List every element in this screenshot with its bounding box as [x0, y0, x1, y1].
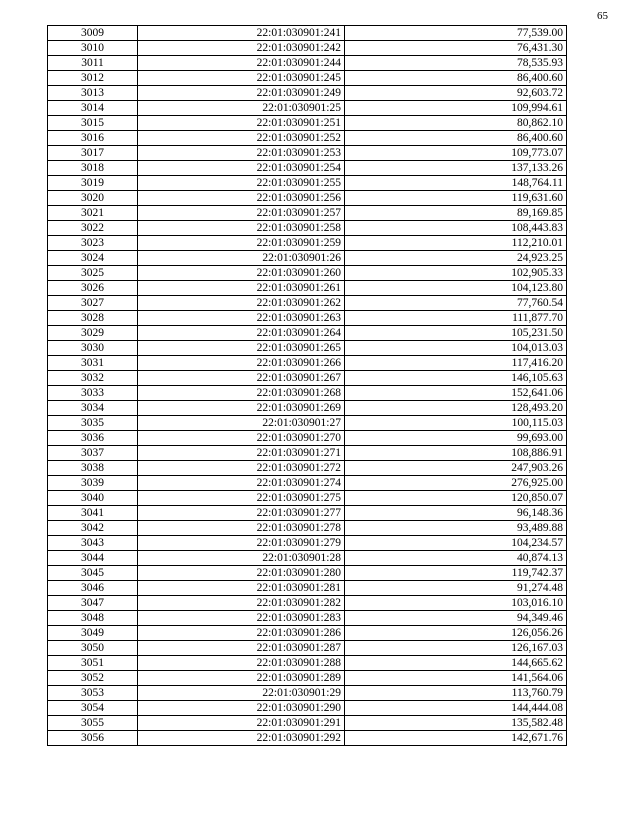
cadastral-number-cell: 22:01:030901:242	[138, 41, 345, 56]
value-cell: 128,493.20	[345, 401, 567, 416]
row-number-cell: 3051	[48, 656, 138, 671]
table-row	[48, 731, 567, 746]
row-number-cell: 3015	[48, 116, 138, 131]
row-number-cell: 3019	[48, 176, 138, 191]
cadastral-number-cell: 22:01:030901:264	[138, 326, 345, 341]
cadastral-number-cell: 22:01:030901:26	[138, 251, 345, 266]
row-number-cell: 3022	[48, 221, 138, 236]
cadastral-number-cell: 22:01:030901:281	[138, 581, 345, 596]
table-row	[48, 566, 567, 581]
row-number-cell: 3024	[48, 251, 138, 266]
value-cell: 126,056.26	[345, 626, 567, 641]
row-number-cell: 3012	[48, 71, 138, 86]
data-table	[47, 25, 567, 746]
row-number-cell: 3045	[48, 566, 138, 581]
value-cell: 152,641.06	[345, 386, 567, 401]
cadastral-number-cell: 22:01:030901:253	[138, 146, 345, 161]
cadastral-number-cell: 22:01:030901:283	[138, 611, 345, 626]
value-cell: 119,742.37	[345, 566, 567, 581]
row-number-cell: 3043	[48, 536, 138, 551]
table-row	[48, 686, 567, 701]
row-number-cell: 3049	[48, 626, 138, 641]
value-cell: 89,169.85	[345, 206, 567, 221]
row-number-cell: 3052	[48, 671, 138, 686]
table-row	[48, 161, 567, 176]
cadastral-number-cell: 22:01:030901:255	[138, 176, 345, 191]
cadastral-number-cell: 22:01:030901:251	[138, 116, 345, 131]
table-row	[48, 446, 567, 461]
row-number-cell: 3041	[48, 506, 138, 521]
value-cell: 144,665.62	[345, 656, 567, 671]
value-cell: 148,764.11	[345, 176, 567, 191]
row-number-cell: 3033	[48, 386, 138, 401]
row-number-cell: 3027	[48, 296, 138, 311]
row-number-cell: 3037	[48, 446, 138, 461]
value-cell: 96,148.36	[345, 506, 567, 521]
table-row	[48, 476, 567, 491]
cadastral-number-cell: 22:01:030901:275	[138, 491, 345, 506]
value-cell: 108,886.91	[345, 446, 567, 461]
row-number-cell: 3046	[48, 581, 138, 596]
value-cell: 102,905.33	[345, 266, 567, 281]
value-cell: 103,016.10	[345, 596, 567, 611]
value-cell: 113,760.79	[345, 686, 567, 701]
table-row	[48, 536, 567, 551]
table-row	[48, 626, 567, 641]
value-cell: 117,416.20	[345, 356, 567, 371]
table-row	[48, 551, 567, 566]
table-row	[48, 251, 567, 266]
table-row	[48, 101, 567, 116]
table-row	[48, 146, 567, 161]
table-row	[48, 461, 567, 476]
value-cell: 40,874.13	[345, 551, 567, 566]
row-number-cell: 3018	[48, 161, 138, 176]
value-cell: 112,210.01	[345, 236, 567, 251]
row-number-cell: 3044	[48, 551, 138, 566]
value-cell: 109,994.61	[345, 101, 567, 116]
cadastral-number-cell: 22:01:030901:262	[138, 296, 345, 311]
table-row	[48, 281, 567, 296]
table-row	[48, 311, 567, 326]
value-cell: 108,443.83	[345, 221, 567, 236]
row-number-cell: 3036	[48, 431, 138, 446]
row-number-cell: 3017	[48, 146, 138, 161]
table-row	[48, 386, 567, 401]
value-cell: 109,773.07	[345, 146, 567, 161]
value-cell: 93,489.88	[345, 521, 567, 536]
cadastral-number-cell: 22:01:030901:260	[138, 266, 345, 281]
cadastral-number-cell: 22:01:030901:287	[138, 641, 345, 656]
cadastral-number-cell: 22:01:030901:252	[138, 131, 345, 146]
row-number-cell: 3016	[48, 131, 138, 146]
value-cell: 126,167.03	[345, 641, 567, 656]
value-cell: 141,564.06	[345, 671, 567, 686]
cadastral-number-cell: 22:01:030901:263	[138, 311, 345, 326]
row-number-cell: 3050	[48, 641, 138, 656]
cadastral-number-cell: 22:01:030901:268	[138, 386, 345, 401]
row-number-cell: 3009	[48, 26, 138, 41]
cadastral-number-cell: 22:01:030901:261	[138, 281, 345, 296]
value-cell: 24,923.25	[345, 251, 567, 266]
cadastral-number-cell: 22:01:030901:29	[138, 686, 345, 701]
row-number-cell: 3014	[48, 101, 138, 116]
row-number-cell: 3025	[48, 266, 138, 281]
table-body	[48, 26, 567, 746]
cadastral-number-cell: 22:01:030901:256	[138, 191, 345, 206]
table-row	[48, 176, 567, 191]
cadastral-number-cell: 22:01:030901:288	[138, 656, 345, 671]
cadastral-number-cell: 22:01:030901:245	[138, 71, 345, 86]
value-cell: 91,274.48	[345, 581, 567, 596]
table-row	[48, 611, 567, 626]
cadastral-number-cell: 22:01:030901:282	[138, 596, 345, 611]
cadastral-number-cell: 22:01:030901:265	[138, 341, 345, 356]
row-number-cell: 3054	[48, 701, 138, 716]
cadastral-number-cell: 22:01:030901:266	[138, 356, 345, 371]
value-cell: 276,925.00	[345, 476, 567, 491]
table-row	[48, 581, 567, 596]
value-cell: 247,903.26	[345, 461, 567, 476]
table-row	[48, 26, 567, 41]
cadastral-number-cell: 22:01:030901:286	[138, 626, 345, 641]
table-row	[48, 296, 567, 311]
row-number-cell: 3010	[48, 41, 138, 56]
value-cell: 104,123.80	[345, 281, 567, 296]
table-row	[48, 326, 567, 341]
cadastral-number-cell: 22:01:030901:258	[138, 221, 345, 236]
table-row	[48, 656, 567, 671]
cadastral-number-cell: 22:01:030901:272	[138, 461, 345, 476]
row-number-cell: 3039	[48, 476, 138, 491]
cadastral-number-cell: 22:01:030901:259	[138, 236, 345, 251]
table-row	[48, 131, 567, 146]
cadastral-number-cell: 22:01:030901:278	[138, 521, 345, 536]
table-row	[48, 221, 567, 236]
value-cell: 119,631.60	[345, 191, 567, 206]
value-cell: 78,535.93	[345, 56, 567, 71]
cadastral-number-cell: 22:01:030901:290	[138, 701, 345, 716]
table-row	[48, 191, 567, 206]
row-number-cell: 3035	[48, 416, 138, 431]
row-number-cell: 3030	[48, 341, 138, 356]
table-row	[48, 491, 567, 506]
cadastral-number-cell: 22:01:030901:241	[138, 26, 345, 41]
table-row	[48, 356, 567, 371]
row-number-cell: 3040	[48, 491, 138, 506]
cadastral-number-cell: 22:01:030901:289	[138, 671, 345, 686]
table-row	[48, 641, 567, 656]
row-number-cell: 3011	[48, 56, 138, 71]
cadastral-number-cell: 22:01:030901:27	[138, 416, 345, 431]
row-number-cell: 3034	[48, 401, 138, 416]
cadastral-number-cell: 22:01:030901:270	[138, 431, 345, 446]
cadastral-number-cell: 22:01:030901:274	[138, 476, 345, 491]
value-cell: 100,115.03	[345, 416, 567, 431]
cadastral-number-cell: 22:01:030901:292	[138, 731, 345, 746]
row-number-cell: 3023	[48, 236, 138, 251]
row-number-cell: 3056	[48, 731, 138, 746]
table-row	[48, 206, 567, 221]
table-row	[48, 596, 567, 611]
row-number-cell: 3031	[48, 356, 138, 371]
cadastral-number-cell: 22:01:030901:254	[138, 161, 345, 176]
row-number-cell: 3038	[48, 461, 138, 476]
value-cell: 135,582.48	[345, 716, 567, 731]
table-row	[48, 431, 567, 446]
row-number-cell: 3020	[48, 191, 138, 206]
row-number-cell: 3055	[48, 716, 138, 731]
table-row	[48, 266, 567, 281]
value-cell: 142,671.76	[345, 731, 567, 746]
cadastral-number-cell: 22:01:030901:279	[138, 536, 345, 551]
value-cell: 104,013.03	[345, 341, 567, 356]
value-cell: 146,105.63	[345, 371, 567, 386]
cadastral-number-cell: 22:01:030901:269	[138, 401, 345, 416]
row-number-cell: 3013	[48, 86, 138, 101]
value-cell: 111,877.70	[345, 311, 567, 326]
cadastral-number-cell: 22:01:030901:28	[138, 551, 345, 566]
value-cell: 76,431.30	[345, 41, 567, 56]
table-row	[48, 521, 567, 536]
value-cell: 92,603.72	[345, 86, 567, 101]
table-row	[48, 416, 567, 431]
value-cell: 137,133.26	[345, 161, 567, 176]
row-number-cell: 3026	[48, 281, 138, 296]
cadastral-number-cell: 22:01:030901:271	[138, 446, 345, 461]
table-row	[48, 701, 567, 716]
table-row	[48, 116, 567, 131]
table-row	[48, 506, 567, 521]
cadastral-number-cell: 22:01:030901:291	[138, 716, 345, 731]
table-row	[48, 401, 567, 416]
value-cell: 120,850.07	[345, 491, 567, 506]
table-row	[48, 341, 567, 356]
value-cell: 99,693.00	[345, 431, 567, 446]
value-cell: 77,760.54	[345, 296, 567, 311]
page-number: 65	[597, 10, 608, 22]
table-row	[48, 671, 567, 686]
cadastral-number-cell: 22:01:030901:244	[138, 56, 345, 71]
cadastral-number-cell: 22:01:030901:280	[138, 566, 345, 581]
row-number-cell: 3021	[48, 206, 138, 221]
value-cell: 144,444.08	[345, 701, 567, 716]
table-row	[48, 86, 567, 101]
table-row	[48, 71, 567, 86]
value-cell: 86,400.60	[345, 131, 567, 146]
row-number-cell: 3048	[48, 611, 138, 626]
value-cell: 105,231.50	[345, 326, 567, 341]
cadastral-number-cell: 22:01:030901:277	[138, 506, 345, 521]
table-row	[48, 371, 567, 386]
row-number-cell: 3029	[48, 326, 138, 341]
cadastral-number-cell: 22:01:030901:267	[138, 371, 345, 386]
value-cell: 104,234.57	[345, 536, 567, 551]
cadastral-number-cell: 22:01:030901:249	[138, 86, 345, 101]
value-cell: 86,400.60	[345, 71, 567, 86]
row-number-cell: 3053	[48, 686, 138, 701]
table-row	[48, 716, 567, 731]
value-cell: 77,539.00	[345, 26, 567, 41]
table-row	[48, 56, 567, 71]
row-number-cell: 3028	[48, 311, 138, 326]
cadastral-number-cell: 22:01:030901:25	[138, 101, 345, 116]
table-row	[48, 236, 567, 251]
value-cell: 80,862.10	[345, 116, 567, 131]
cadastral-number-cell: 22:01:030901:257	[138, 206, 345, 221]
row-number-cell: 3047	[48, 596, 138, 611]
value-cell: 94,349.46	[345, 611, 567, 626]
row-number-cell: 3042	[48, 521, 138, 536]
table-row	[48, 41, 567, 56]
row-number-cell: 3032	[48, 371, 138, 386]
